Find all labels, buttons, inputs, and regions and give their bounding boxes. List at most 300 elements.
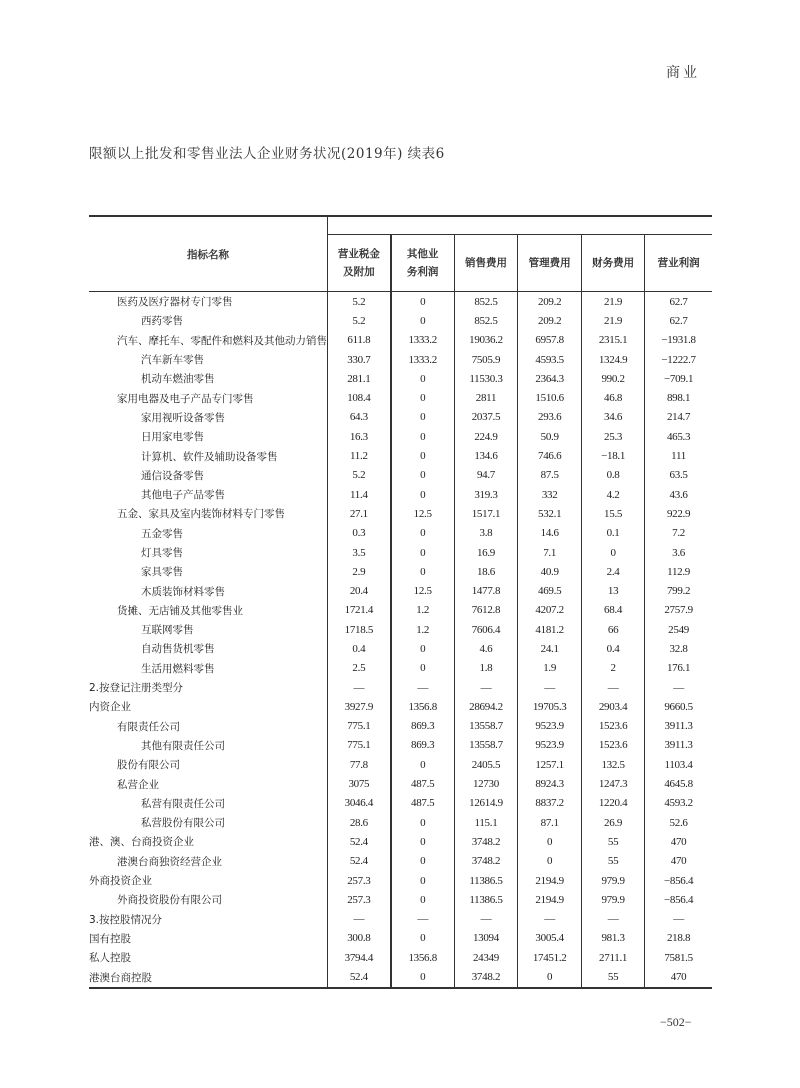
table-row [89, 427, 712, 446]
cell-operating-profit: 465.3 [645, 427, 712, 446]
cell-tax: 1718.5 [328, 620, 391, 639]
cell-tax: 2.5 [328, 659, 391, 678]
table-row [89, 890, 712, 909]
cell-admin-expense: 40.9 [518, 562, 582, 581]
cell-finance-expense: 55 [582, 832, 645, 851]
cell-finance-expense: 2315.1 [582, 331, 645, 350]
cell-admin-expense: 19705.3 [518, 697, 582, 716]
cell-operating-profit: −1222.7 [645, 350, 712, 369]
cell-operating-profit: 32.8 [645, 639, 712, 658]
cell-admin-expense: 0 [518, 832, 582, 851]
row-label: 医药及医疗器材专门零售 [117, 296, 233, 309]
cell-sales-expense: 11386.5 [454, 871, 518, 890]
cell-finance-expense: 132.5 [582, 755, 645, 774]
row-label: 其他电子产品零售 [141, 489, 225, 502]
cell-tax: — [328, 910, 391, 929]
cell-tax: 3794.4 [328, 948, 391, 967]
cell-operating-profit: 176.1 [645, 659, 712, 678]
cell-other-profit: 0 [391, 832, 454, 851]
section-label: 商业 [666, 65, 700, 81]
cell-finance-expense: 2903.4 [582, 697, 645, 716]
cell-sales-expense: 1.8 [454, 659, 518, 678]
cell-finance-expense: 0 [582, 543, 645, 562]
cell-sales-expense: 12730 [454, 774, 518, 793]
cell-admin-expense: 9523.9 [518, 736, 582, 755]
row-label: 私营企业 [117, 778, 159, 791]
cell-admin-expense: 14.6 [518, 524, 582, 543]
cell-sales-expense: 7505.9 [454, 350, 518, 369]
cell-other-profit: 0 [391, 890, 454, 909]
cell-tax: 611.8 [328, 331, 391, 350]
cell-sales-expense: 2037.5 [454, 408, 518, 427]
cell-sales-expense: 7606.4 [454, 620, 518, 639]
cell-tax: 64.3 [328, 408, 391, 427]
cell-other-profit: 0 [391, 852, 454, 871]
row-label: 灯具零售 [141, 547, 183, 559]
cell-sales-expense: 11530.3 [454, 369, 518, 388]
cell-finance-expense: 979.9 [582, 890, 645, 909]
cell-finance-expense: 981.3 [582, 929, 645, 948]
table-row [89, 311, 712, 330]
cell-finance-expense: 979.9 [582, 871, 645, 890]
cell-finance-expense: 21.9 [582, 311, 645, 330]
row-label: 五金零售 [141, 527, 183, 540]
cell-other-profit: 1356.8 [391, 948, 454, 967]
cell-admin-expense: 1.9 [518, 659, 582, 678]
cell-tax: 27.1 [328, 504, 391, 523]
row-label: 木质装饰材料零售 [141, 585, 225, 598]
cell-finance-expense: 990.2 [582, 369, 645, 388]
table-row [89, 659, 712, 678]
cell-operating-profit: 111 [645, 446, 712, 465]
cell-admin-expense: 1257.1 [518, 755, 582, 774]
row-label: 外商投资股份有限公司 [117, 894, 222, 907]
cell-other-profit: 487.5 [391, 794, 454, 813]
table-row [89, 910, 712, 929]
row-label: 港澳台商独资经营企业 [117, 855, 222, 868]
cell-other-profit: 487.5 [391, 774, 454, 793]
table-row [89, 504, 712, 523]
cell-tax: 52.4 [328, 967, 391, 987]
cell-finance-expense: 46.8 [582, 388, 645, 407]
row-label: 五金、家具及室内装饰材料专门零售 [117, 508, 285, 521]
cell-admin-expense: 293.6 [518, 408, 582, 427]
cell-operating-profit: — [645, 678, 712, 697]
row-label: 外商投资企业 [89, 875, 152, 888]
cell-other-profit: 0 [391, 466, 454, 485]
cell-operating-profit: 4593.2 [645, 794, 712, 813]
table-row [89, 871, 712, 890]
column-header-name: 指标名称 [89, 216, 328, 292]
cell-finance-expense: 55 [582, 967, 645, 987]
cell-finance-expense: 55 [582, 852, 645, 871]
table-row [89, 408, 712, 427]
cell-other-profit: 0 [391, 543, 454, 562]
cell-admin-expense: 3005.4 [518, 929, 582, 948]
table-row [89, 948, 712, 967]
cell-admin-expense: 209.2 [518, 292, 582, 312]
cell-sales-expense: 94.7 [454, 466, 518, 485]
cell-operating-profit: 43.6 [645, 485, 712, 504]
column-header-sales-expense: 销售费用 [454, 235, 518, 292]
cell-operating-profit: 9660.5 [645, 697, 712, 716]
cell-other-profit: 0 [391, 813, 454, 832]
column-header-tax: 营业税金及附加 [328, 235, 391, 292]
table-row [89, 755, 712, 774]
cell-operating-profit: 63.5 [645, 466, 712, 485]
row-label: 家用电器及电子产品专门零售 [117, 392, 254, 405]
cell-admin-expense: 17451.2 [518, 948, 582, 967]
cell-operating-profit: 470 [645, 832, 712, 851]
cell-admin-expense: 209.2 [518, 311, 582, 330]
table-title: 限额以上批发和零售业法人企业财务状况(2019年) 续表6 [89, 146, 445, 162]
cell-finance-expense: 13 [582, 581, 645, 600]
cell-finance-expense: 2711.1 [582, 948, 645, 967]
row-label: 私人控股 [89, 952, 131, 965]
row-label: 机动车燃油零售 [141, 373, 215, 386]
cell-operating-profit: 214.7 [645, 408, 712, 427]
cell-tax: 3046.4 [328, 794, 391, 813]
cell-operating-profit: 2757.9 [645, 601, 712, 620]
cell-tax: 281.1 [328, 369, 391, 388]
cell-sales-expense: 28694.2 [454, 697, 518, 716]
cell-admin-expense: — [518, 910, 582, 929]
cell-admin-expense: 87.1 [518, 813, 582, 832]
cell-other-profit: 0 [391, 388, 454, 407]
cell-admin-expense: 2364.3 [518, 369, 582, 388]
cell-finance-expense: 34.6 [582, 408, 645, 427]
cell-admin-expense: 532.1 [518, 504, 582, 523]
row-label: 股份有限公司 [117, 759, 180, 772]
cell-sales-expense: 3748.2 [454, 852, 518, 871]
cell-other-profit: 12.5 [391, 504, 454, 523]
cell-finance-expense: 1523.6 [582, 736, 645, 755]
row-label: 货摊、无店铺及其他零售业 [117, 604, 243, 617]
cell-admin-expense: 332 [518, 485, 582, 504]
cell-tax: 330.7 [328, 350, 391, 369]
row-label: 计算机、软件及辅助设备零售 [141, 450, 278, 463]
table-row [89, 794, 712, 813]
cell-admin-expense: 8837.2 [518, 794, 582, 813]
row-label: 私营股份有限公司 [141, 817, 225, 830]
cell-other-profit: 1333.2 [391, 331, 454, 350]
cell-other-profit: 0 [391, 446, 454, 465]
column-header-operating-profit: 营业利润 [645, 235, 712, 292]
cell-admin-expense: 0 [518, 967, 582, 987]
cell-admin-expense: 1510.6 [518, 388, 582, 407]
table-row [89, 543, 712, 562]
cell-sales-expense: 16.9 [454, 543, 518, 562]
table-row [89, 832, 712, 851]
cell-sales-expense: 2811 [454, 388, 518, 407]
cell-operating-profit: 62.7 [645, 311, 712, 330]
cell-tax: 1721.4 [328, 601, 391, 620]
cell-operating-profit: −709.1 [645, 369, 712, 388]
cell-other-profit: 0 [391, 369, 454, 388]
cell-other-profit: 0 [391, 524, 454, 543]
cell-tax: 257.3 [328, 890, 391, 909]
cell-sales-expense: — [454, 678, 518, 697]
cell-other-profit: 0 [391, 562, 454, 581]
cell-other-profit: 869.3 [391, 717, 454, 736]
cell-finance-expense: −18.1 [582, 446, 645, 465]
cell-sales-expense: 319.3 [454, 485, 518, 504]
cell-operating-profit: 1103.4 [645, 755, 712, 774]
cell-sales-expense: 13558.7 [454, 717, 518, 736]
table-row [89, 524, 712, 543]
table-row [89, 485, 712, 504]
cell-sales-expense: 852.5 [454, 311, 518, 330]
cell-other-profit: 0 [391, 755, 454, 774]
table-row [89, 813, 712, 832]
cell-admin-expense: 746.6 [518, 446, 582, 465]
table-row [89, 331, 712, 350]
cell-tax: 3075 [328, 774, 391, 793]
cell-operating-profit: 7581.5 [645, 948, 712, 967]
row-label: 西药零售 [141, 315, 183, 328]
row-label: 家用视听设备零售 [141, 411, 225, 424]
row-label: 有限责任公司 [117, 720, 180, 733]
cell-admin-expense: 0 [518, 852, 582, 871]
cell-finance-expense: 21.9 [582, 292, 645, 312]
cell-tax: 775.1 [328, 736, 391, 755]
cell-tax: 0.4 [328, 639, 391, 658]
cell-finance-expense: 25.3 [582, 427, 645, 446]
cell-other-profit: 1.2 [391, 620, 454, 639]
cell-admin-expense: 8924.3 [518, 774, 582, 793]
cell-operating-profit: 2549 [645, 620, 712, 639]
cell-admin-expense: 6957.8 [518, 331, 582, 350]
cell-admin-expense: 7.1 [518, 543, 582, 562]
cell-sales-expense: 13094 [454, 929, 518, 948]
row-label: 互联网零售 [141, 624, 194, 637]
cell-operating-profit: 62.7 [645, 292, 712, 312]
cell-operating-profit: −856.4 [645, 871, 712, 890]
cell-tax: — [328, 678, 391, 697]
cell-operating-profit: 218.8 [645, 929, 712, 948]
cell-tax: 108.4 [328, 388, 391, 407]
cell-sales-expense: 13558.7 [454, 736, 518, 755]
cell-finance-expense: — [582, 910, 645, 929]
row-label: 国有控股 [89, 932, 131, 945]
cell-sales-expense: 3.8 [454, 524, 518, 543]
cell-finance-expense: 0.1 [582, 524, 645, 543]
cell-other-profit: 0 [391, 967, 454, 987]
cell-admin-expense: — [518, 678, 582, 697]
cell-sales-expense: 852.5 [454, 292, 518, 312]
cell-sales-expense: 134.6 [454, 446, 518, 465]
cell-other-profit: 0 [391, 485, 454, 504]
column-group-header [328, 216, 713, 235]
table-row [89, 697, 712, 716]
cell-admin-expense: 4181.2 [518, 620, 582, 639]
table-row [89, 678, 712, 697]
cell-sales-expense: 3748.2 [454, 832, 518, 851]
table-row [89, 736, 712, 755]
cell-operating-profit: 7.2 [645, 524, 712, 543]
cell-admin-expense: 9523.9 [518, 717, 582, 736]
table-row [89, 967, 712, 987]
cell-operating-profit: −1931.8 [645, 331, 712, 350]
cell-other-profit: 0 [391, 427, 454, 446]
table-row [89, 369, 712, 388]
column-header-finance-expense: 财务费用 [582, 235, 645, 292]
cell-tax: 775.1 [328, 717, 391, 736]
table-body [89, 292, 712, 988]
table-row [89, 446, 712, 465]
cell-operating-profit: 470 [645, 967, 712, 987]
cell-admin-expense: 4593.5 [518, 350, 582, 369]
cell-sales-expense: 19036.2 [454, 331, 518, 350]
row-label: 2.按登记注册类型分 [89, 682, 184, 695]
cell-tax: 3927.9 [328, 697, 391, 716]
cell-sales-expense: 12614.9 [454, 794, 518, 813]
row-label: 3.按控股情况分 [89, 913, 163, 926]
cell-sales-expense: 3748.2 [454, 967, 518, 987]
table-row [89, 601, 712, 620]
cell-operating-profit: 112.9 [645, 562, 712, 581]
table-row [89, 388, 712, 407]
cell-admin-expense: 24.1 [518, 639, 582, 658]
cell-finance-expense: 2.4 [582, 562, 645, 581]
cell-operating-profit: −856.4 [645, 890, 712, 909]
row-label: 汽车新车零售 [141, 354, 204, 367]
cell-other-profit: 869.3 [391, 736, 454, 755]
cell-other-profit: 0 [391, 408, 454, 427]
row-label: 家具零售 [141, 566, 183, 579]
cell-operating-profit: 470 [645, 852, 712, 871]
cell-sales-expense: 7612.8 [454, 601, 518, 620]
column-header-other-profit: 其他业务利润 [391, 235, 454, 292]
cell-tax: 2.9 [328, 562, 391, 581]
table-row [89, 581, 712, 600]
cell-other-profit: 0 [391, 292, 454, 312]
cell-operating-profit: 3911.3 [645, 717, 712, 736]
row-label: 内资企业 [89, 701, 131, 714]
row-label: 私营有限责任公司 [141, 797, 225, 810]
row-label: 日用家电零售 [141, 431, 204, 444]
cell-finance-expense: 1324.9 [582, 350, 645, 369]
cell-tax: 28.6 [328, 813, 391, 832]
cell-tax: 0.3 [328, 524, 391, 543]
cell-tax: 77.8 [328, 755, 391, 774]
cell-tax: 3.5 [328, 543, 391, 562]
row-label: 汽车、摩托车、零配件和燃料及其他动力销售 [117, 334, 327, 347]
cell-admin-expense: 2194.9 [518, 871, 582, 890]
cell-operating-profit: 3.6 [645, 543, 712, 562]
cell-tax: 5.2 [328, 466, 391, 485]
cell-finance-expense: 66 [582, 620, 645, 639]
table-row [89, 852, 712, 871]
cell-finance-expense: 26.9 [582, 813, 645, 832]
cell-tax: 5.2 [328, 311, 391, 330]
cell-sales-expense: 224.9 [454, 427, 518, 446]
cell-operating-profit: 52.6 [645, 813, 712, 832]
row-label: 生活用燃料零售 [141, 662, 215, 675]
row-label: 其他有限责任公司 [141, 739, 225, 752]
cell-admin-expense: 469.5 [518, 581, 582, 600]
row-label: 通信设备零售 [141, 469, 204, 482]
cell-finance-expense: 0.4 [582, 639, 645, 658]
cell-sales-expense: 18.6 [454, 562, 518, 581]
cell-finance-expense: 1523.6 [582, 717, 645, 736]
cell-other-profit: 0 [391, 659, 454, 678]
cell-admin-expense: 87.5 [518, 466, 582, 485]
cell-sales-expense: 1477.8 [454, 581, 518, 600]
table-row [89, 639, 712, 658]
cell-tax: 16.3 [328, 427, 391, 446]
cell-sales-expense: — [454, 910, 518, 929]
cell-operating-profit: — [645, 910, 712, 929]
cell-sales-expense: 24349 [454, 948, 518, 967]
cell-other-profit: 1356.8 [391, 697, 454, 716]
cell-finance-expense: — [582, 678, 645, 697]
cell-operating-profit: 3911.3 [645, 736, 712, 755]
row-label: 港澳台商控股 [89, 967, 328, 987]
cell-tax: 257.3 [328, 871, 391, 890]
cell-admin-expense: 50.9 [518, 427, 582, 446]
cell-sales-expense: 115.1 [454, 813, 518, 832]
table-row [89, 292, 712, 312]
financial-table [89, 215, 712, 989]
table-row [89, 929, 712, 948]
cell-finance-expense: 4.2 [582, 485, 645, 504]
cell-operating-profit: 4645.8 [645, 774, 712, 793]
cell-tax: 52.4 [328, 832, 391, 851]
cell-finance-expense: 1220.4 [582, 794, 645, 813]
cell-tax: 300.8 [328, 929, 391, 948]
table-row [89, 350, 712, 369]
cell-sales-expense: 1517.1 [454, 504, 518, 523]
cell-finance-expense: 2 [582, 659, 645, 678]
cell-other-profit: 0 [391, 311, 454, 330]
row-label: 港、澳、台商投资企业 [89, 836, 194, 849]
page-number: −502− [660, 1015, 692, 1029]
cell-operating-profit: 799.2 [645, 581, 712, 600]
cell-other-profit: — [391, 678, 454, 697]
cell-tax: 20.4 [328, 581, 391, 600]
cell-other-profit: 0 [391, 929, 454, 948]
cell-other-profit: 1.2 [391, 601, 454, 620]
cell-tax: 52.4 [328, 852, 391, 871]
table-row [89, 562, 712, 581]
cell-other-profit: — [391, 910, 454, 929]
table-row [89, 774, 712, 793]
cell-other-profit: 12.5 [391, 581, 454, 600]
cell-finance-expense: 1247.3 [582, 774, 645, 793]
row-label: 自动售货机零售 [141, 643, 215, 656]
cell-other-profit: 1333.2 [391, 350, 454, 369]
cell-other-profit: 0 [391, 639, 454, 658]
cell-admin-expense: 4207.2 [518, 601, 582, 620]
cell-sales-expense: 4.6 [454, 639, 518, 658]
table-row [89, 620, 712, 639]
table-row [89, 717, 712, 736]
cell-other-profit: 0 [391, 871, 454, 890]
cell-finance-expense: 68.4 [582, 601, 645, 620]
cell-admin-expense: 2194.9 [518, 890, 582, 909]
cell-operating-profit: 922.9 [645, 504, 712, 523]
cell-sales-expense: 2405.5 [454, 755, 518, 774]
cell-tax: 11.4 [328, 485, 391, 504]
cell-sales-expense: 11386.5 [454, 890, 518, 909]
table-row [89, 466, 712, 485]
column-header-admin-expense: 管理费用 [518, 235, 582, 292]
cell-finance-expense: 0.8 [582, 466, 645, 485]
cell-tax: 5.2 [328, 292, 391, 312]
cell-operating-profit: 898.1 [645, 388, 712, 407]
cell-tax: 11.2 [328, 446, 391, 465]
